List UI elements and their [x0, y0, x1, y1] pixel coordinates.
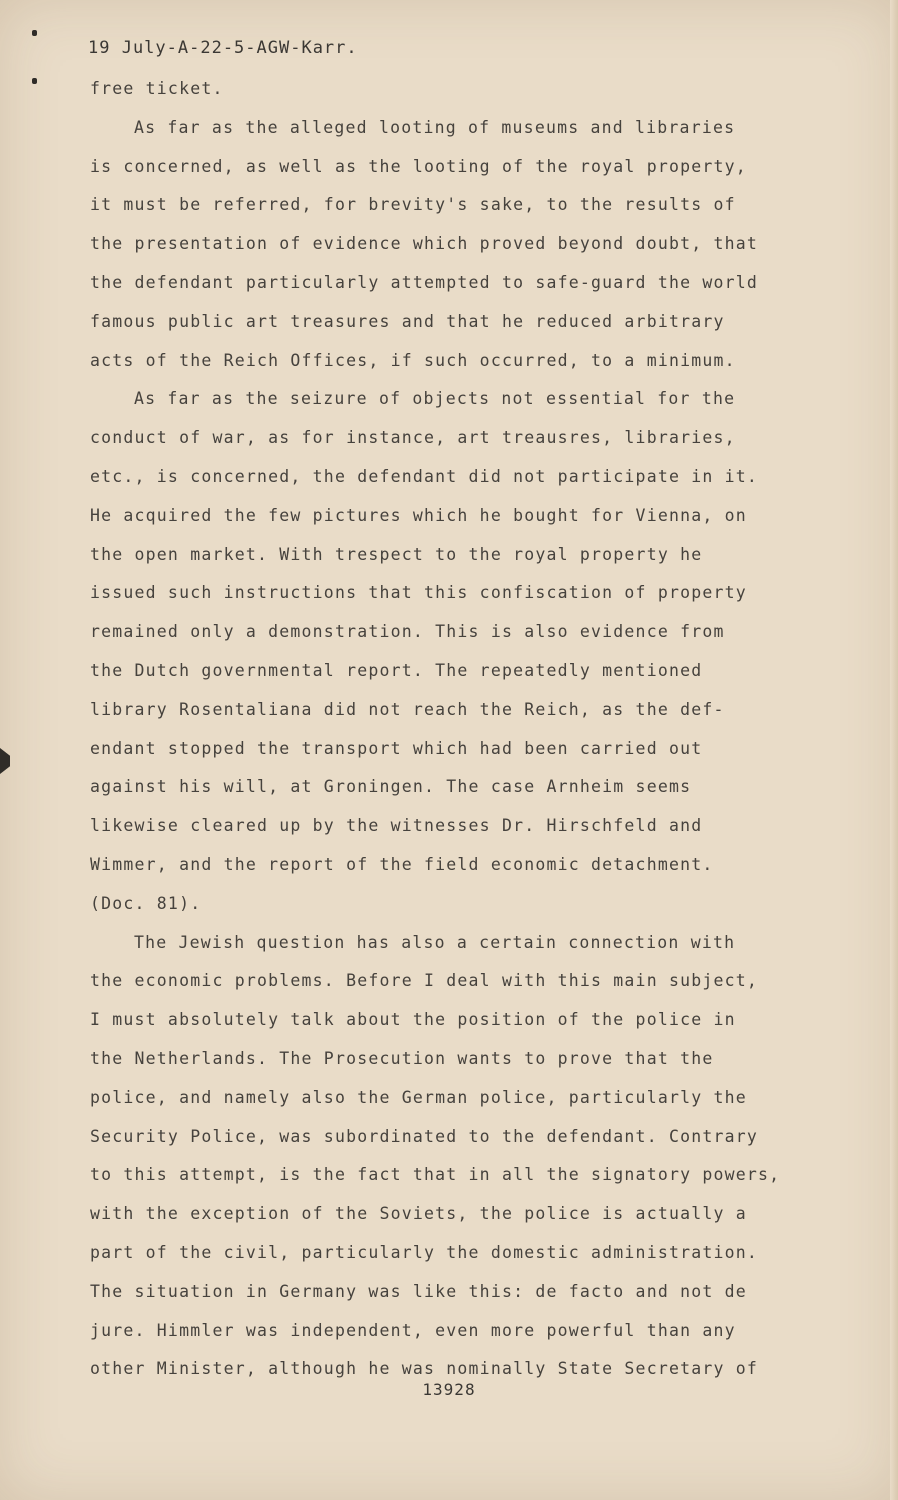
text-line: the economic problems. Before I deal with this main subject,: [90, 971, 759, 991]
text-line: etc., is concerned, the defendant did not participate in it.: [90, 466, 759, 486]
text-line: free ticket.: [90, 79, 224, 98]
text-line: library Rosentaliana did not reach the Reich, as the def-: [90, 699, 725, 719]
paper-edge: [890, 0, 898, 1500]
hole-punch-mark: [32, 78, 37, 84]
text-line: likewise cleared up by the witnesses Dr. Hirschfeld and: [90, 816, 703, 836]
text-line: is concerned, as well as the looting of the royal property,: [90, 156, 747, 176]
page-number: 13928: [422, 1380, 476, 1399]
text-line: issued such instructions that this confiscation of property: [90, 583, 747, 603]
text-line: As far as the seizure of objects not essential for the: [134, 389, 736, 409]
text-line: with the exception of the Soviets, the police is actually a: [90, 1204, 747, 1224]
binding-tab-mark: [0, 748, 10, 774]
text-line: (Doc. 81).: [90, 893, 202, 913]
hole-punch-mark: [32, 30, 37, 36]
text-line: other Minister, although he was nominally State Secretary of: [90, 1359, 759, 1379]
text-line: The situation in Germany was like this: de facto and not de: [90, 1281, 747, 1301]
text-line: the Dutch governmental report. The repeatedly mentioned: [90, 660, 703, 680]
text-line: He acquired the few pictures which he bought for Vienna, on: [90, 505, 747, 525]
text-line: Security Police, was subordinated to the defendant. Contrary: [90, 1126, 759, 1146]
text-line: Wimmer, and the report of the field economic detachment.: [90, 854, 714, 874]
text-line: conduct of war, as for instance, art treausres, libraries,: [90, 428, 736, 448]
text-line: acts of the Reich Offices, if such occurred, to a minimum.: [90, 350, 736, 370]
text-line: remained only a demonstration. This is also evidence from: [90, 622, 725, 642]
text-line: the open market. With trespect to the royal property he: [90, 544, 703, 564]
text-line: endant stopped the transport which had been carried out: [90, 738, 703, 758]
text-line: the presentation of evidence which proved beyond doubt, that: [90, 234, 759, 254]
text-line: jure. Himmler was independent, even more powerful than any: [90, 1320, 736, 1340]
text-line: As far as the alleged looting of museums and libraries: [134, 117, 736, 137]
document-body: [90, 70, 820, 1389]
text-line: against his will, at Groningen. The case Arnheim seems: [90, 777, 692, 797]
document-header: 19 July-A-22-5-AGW-Karr.: [88, 38, 358, 58]
text-line: the Netherlands. The Prosecution wants to prove that the: [90, 1048, 714, 1068]
text-line: part of the civil, particularly the domestic administration.: [90, 1242, 759, 1262]
text-line: The Jewish question has also a certain connection with: [134, 932, 736, 952]
text-line: to this attempt, is the fact that in all the signatory powers,: [90, 1165, 781, 1185]
text-line: the defendant particularly attempted to safe-guard the world: [90, 272, 759, 292]
text-line: it must be referred, for brevity's sake, to the results of: [90, 195, 736, 215]
text-line: famous public art treasures and that he reduced arbitrary: [90, 311, 725, 331]
text-line: police, and namely also the German police, particularly the: [90, 1087, 747, 1107]
text-line: I must absolutely talk about the position of the police in: [90, 1010, 736, 1030]
